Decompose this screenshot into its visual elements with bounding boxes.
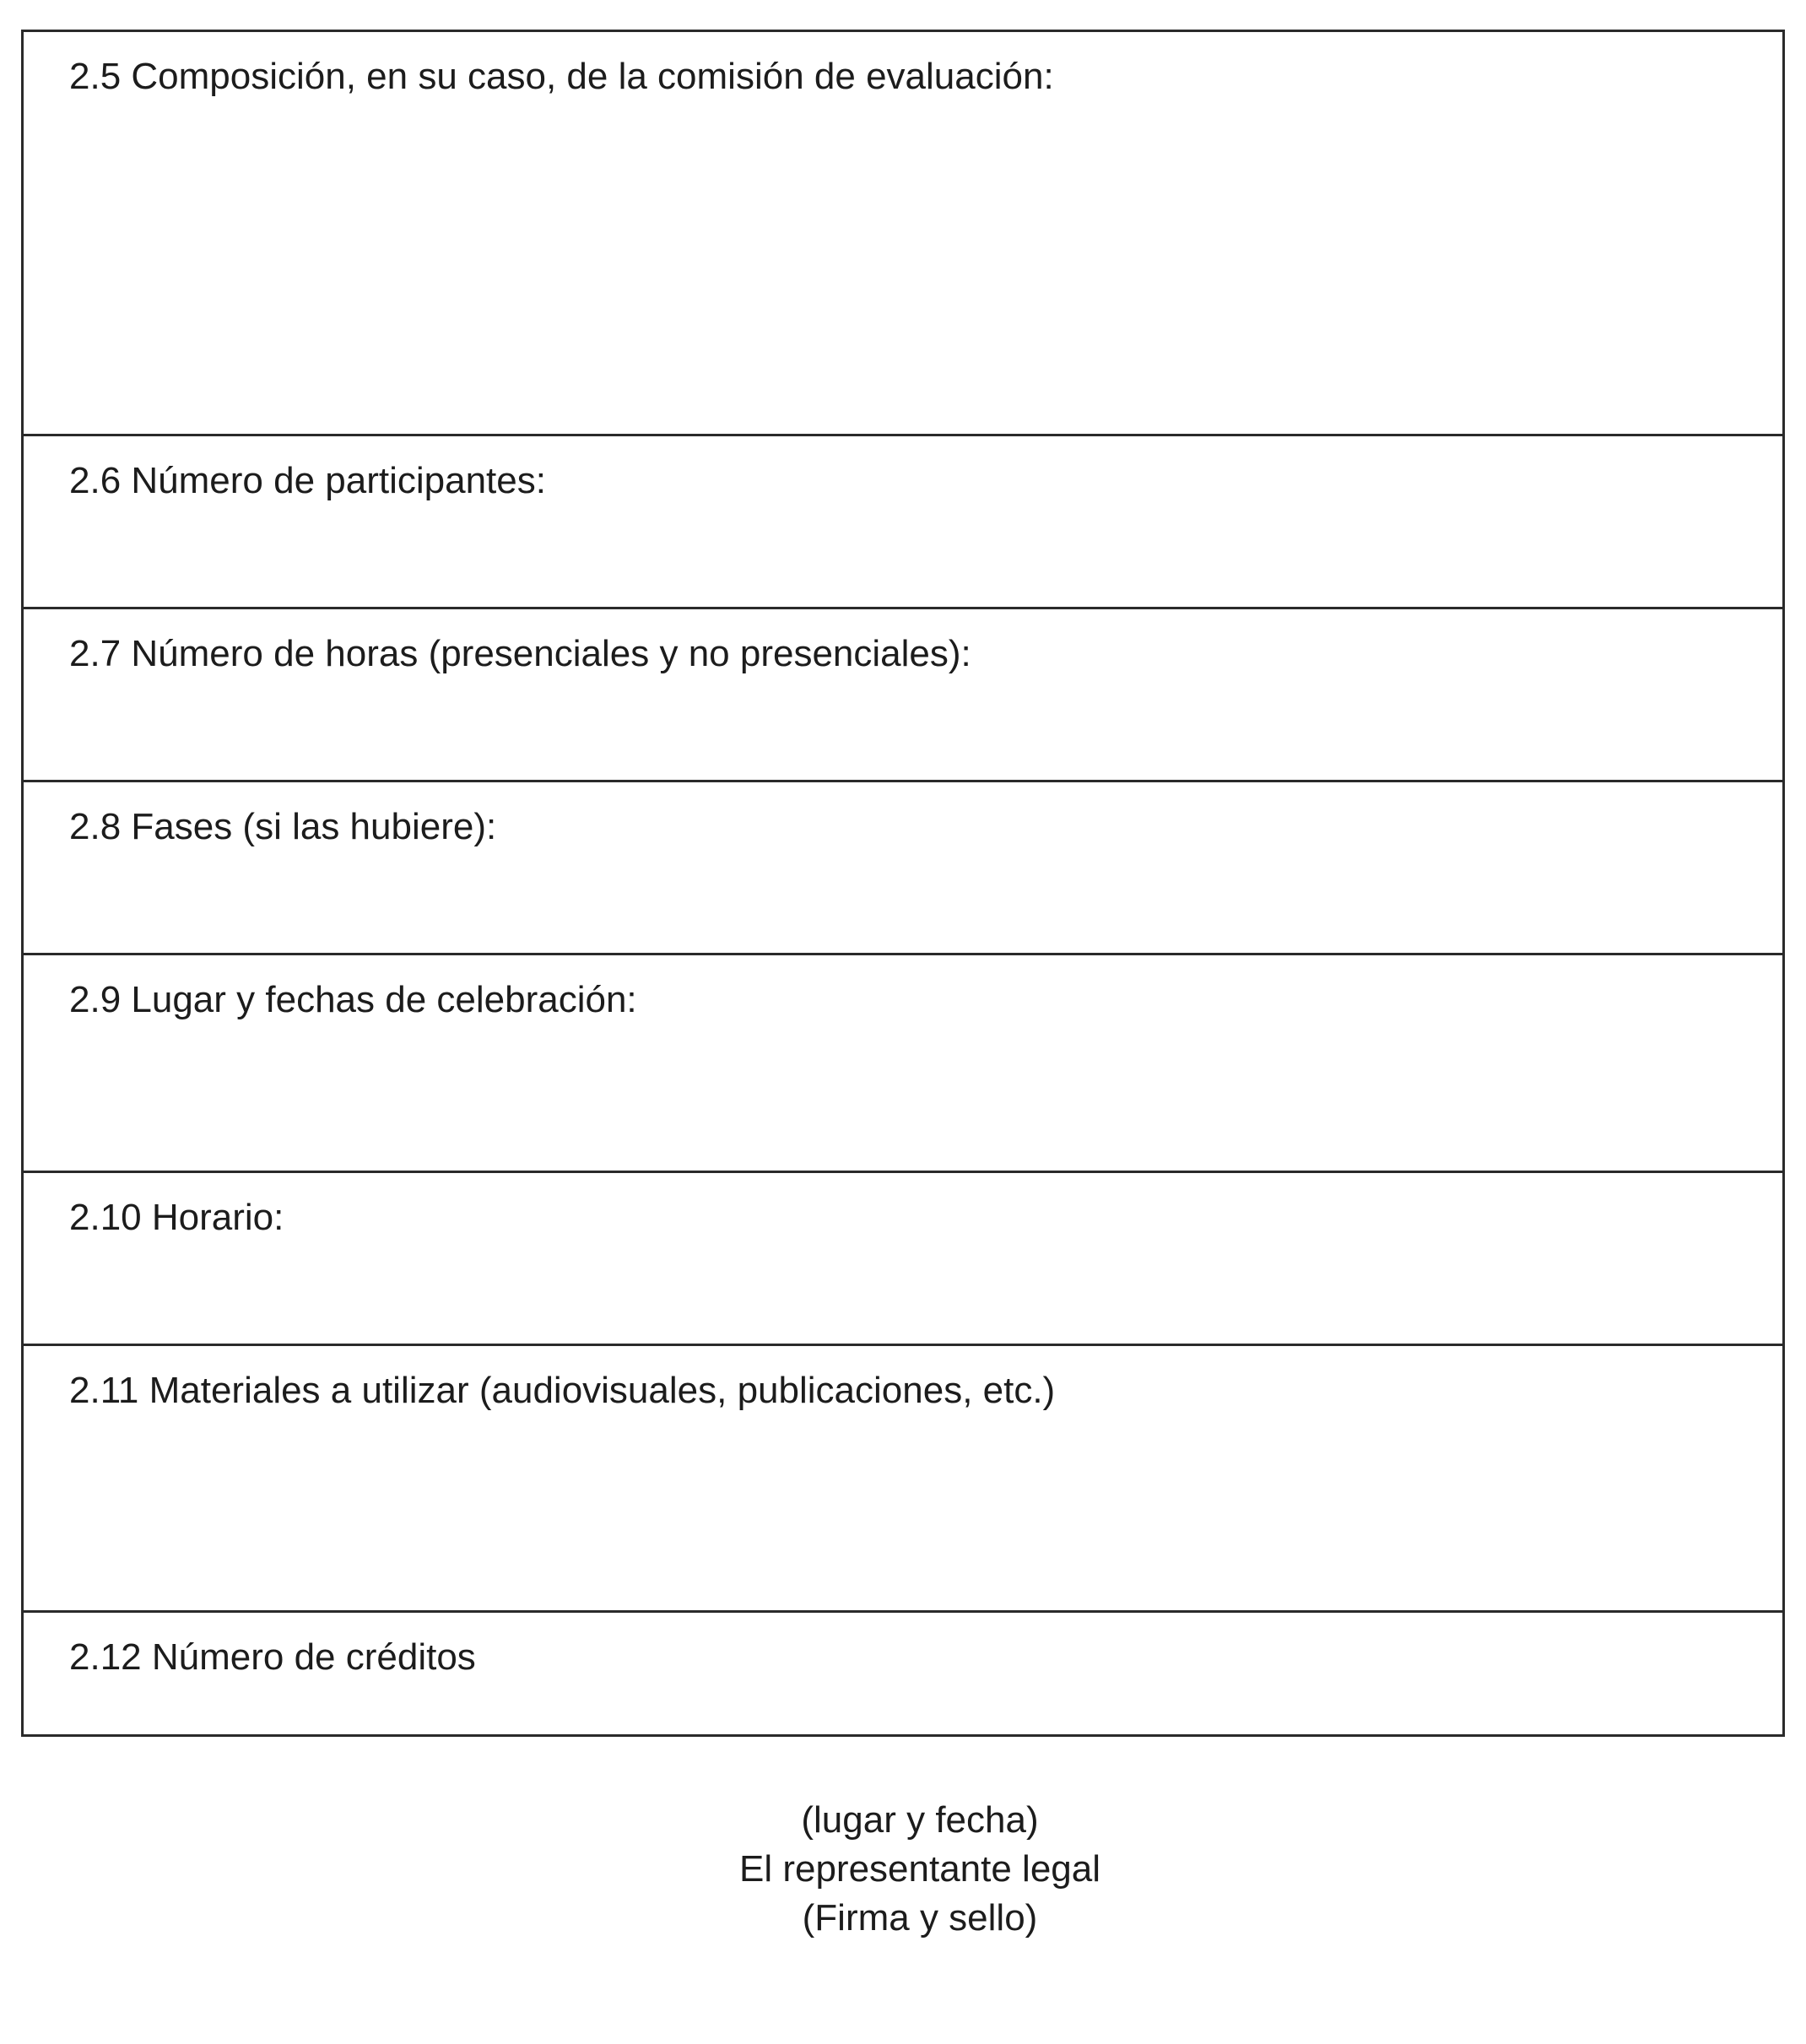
form-row-evaluation-committee	[24, 32, 1782, 434]
form-row-schedule	[24, 1171, 1782, 1344]
row-label: 2.9 Lugar y fechas de celebración:	[69, 979, 637, 1020]
form-row-hours	[24, 607, 1782, 780]
place-date-text: (lugar y fecha)	[801, 1799, 1039, 1841]
row-label: 2.8 Fases (si las hubiere):	[69, 806, 497, 847]
form-row-credits	[24, 1610, 1782, 1734]
row-label: 2.5 Composición, en su caso, de la comisión de evaluación:	[69, 56, 1054, 97]
form-table	[21, 30, 1785, 1737]
row-label: 2.10 Horario:	[69, 1197, 284, 1238]
form-row-phases	[24, 780, 1782, 953]
signature-seal-text: (Firma y sello)	[802, 1897, 1038, 1939]
form-row-place-dates	[24, 953, 1782, 1171]
row-label: 2.6 Número de participantes:	[69, 460, 546, 501]
signature-block	[0, 1796, 1806, 1943]
row-label: 2.11 Materiales a utilizar (audiovisuales, publicaciones, etc.)	[69, 1370, 1056, 1411]
row-label: 2.12 Número de créditos	[69, 1636, 476, 1678]
form-row-participants	[24, 434, 1782, 607]
row-label: 2.7 Número de horas (presenciales y no presenciales):	[69, 633, 971, 674]
form-row-materials	[24, 1344, 1782, 1610]
legal-representative-text: El representante legal	[738, 1848, 1101, 1890]
